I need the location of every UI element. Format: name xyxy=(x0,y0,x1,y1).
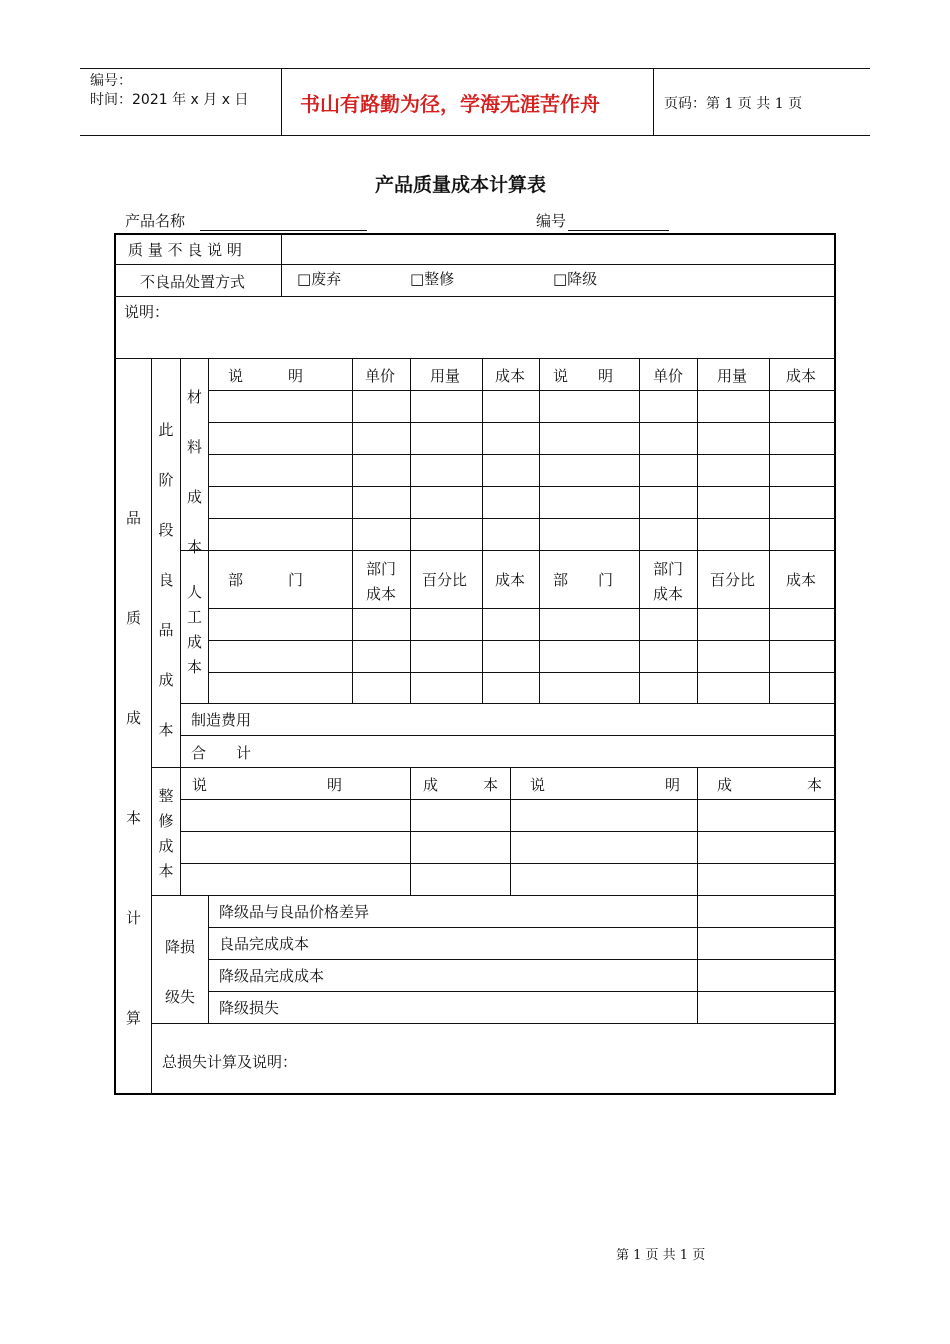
disposal-label: 不良品处置方式 xyxy=(140,273,246,291)
downgrade-row-2: 良品完成成本 xyxy=(219,935,310,953)
footer-page-info: 第 1 页 共 1 页 xyxy=(616,1248,706,1263)
material-header-cost-1: 成本 xyxy=(495,367,526,385)
rework-header-cost-2: 成 本 xyxy=(717,776,823,794)
downgrade-label-b: 级失 xyxy=(165,988,196,1006)
material-header-price-2: 单价 xyxy=(653,367,684,385)
defect-desc-label: 质 量 不 良 说 明 xyxy=(128,241,242,259)
rework-header-desc-1: 说 明 xyxy=(192,776,343,794)
labor-header-deptcost-2: 部门成本 xyxy=(653,560,684,603)
section-main-label: 品 质 成 本 计 算 xyxy=(125,509,141,1027)
rework-label: 整 修 成 本 xyxy=(158,787,174,880)
rework-header-cost-1: 成 本 xyxy=(423,776,499,794)
material-header-qty-2: 用量 xyxy=(717,367,748,385)
downgrade-row-1: 降级品与良品价格差异 xyxy=(219,903,370,921)
material-header-qty-1: 用量 xyxy=(430,367,461,385)
explain-label: 说明： xyxy=(124,303,170,321)
labor-header-pct-1: 百分比 xyxy=(422,571,468,589)
overhead-label: 制造费用 xyxy=(191,711,252,729)
material-header-desc-2: 说 明 xyxy=(553,367,614,385)
form-title: 产品质量成本计算表 xyxy=(375,174,547,196)
material-label: 材 料 成 本 xyxy=(186,388,202,556)
labor-header-cost-1: 成本 xyxy=(495,571,526,589)
option-downgrade[interactable]: □降级 xyxy=(553,270,598,288)
labor-header-deptcost-1: 部门成本 xyxy=(366,560,397,603)
section-good-label: 此 阶 段 良 品 成 本 xyxy=(158,421,174,739)
labor-label: 人 工 成 本 xyxy=(186,583,202,676)
total-label: 合 计 xyxy=(191,744,252,762)
header-time-label: 时间：2021 年 x 月 x 日 xyxy=(90,92,249,108)
product-name-label: 产品名称 xyxy=(125,212,186,230)
downgrade-label-a: 降损 xyxy=(165,938,196,956)
header-motto: 书山有路勤为径，学海无涯苦作舟 xyxy=(300,92,600,116)
rework-header-desc-2: 说 明 xyxy=(530,776,681,794)
material-header-desc-1: 说 明 xyxy=(228,367,304,385)
option-rework[interactable]: □整修 xyxy=(410,270,455,288)
header-page-info: 页码：第 1 页 共 1 页 xyxy=(664,96,803,112)
labor-header-dept-1: 部 门 xyxy=(228,571,304,589)
labor-header-cost-2: 成本 xyxy=(786,571,817,589)
downgrade-row-4: 降级损失 xyxy=(219,999,280,1017)
option-discard[interactable]: □废弃 xyxy=(297,270,342,288)
downgrade-row-3: 降级品完成成本 xyxy=(219,967,325,985)
material-header-price-1: 单价 xyxy=(365,367,396,385)
header-number-label: 编号： xyxy=(90,73,132,89)
total-loss-label: 总损失计算及说明： xyxy=(162,1053,298,1071)
number-label: 编号 xyxy=(536,212,567,230)
labor-header-pct-2: 百分比 xyxy=(710,571,756,589)
material-header-cost-2: 成本 xyxy=(786,367,817,385)
labor-header-dept-2: 部 门 xyxy=(553,571,614,589)
